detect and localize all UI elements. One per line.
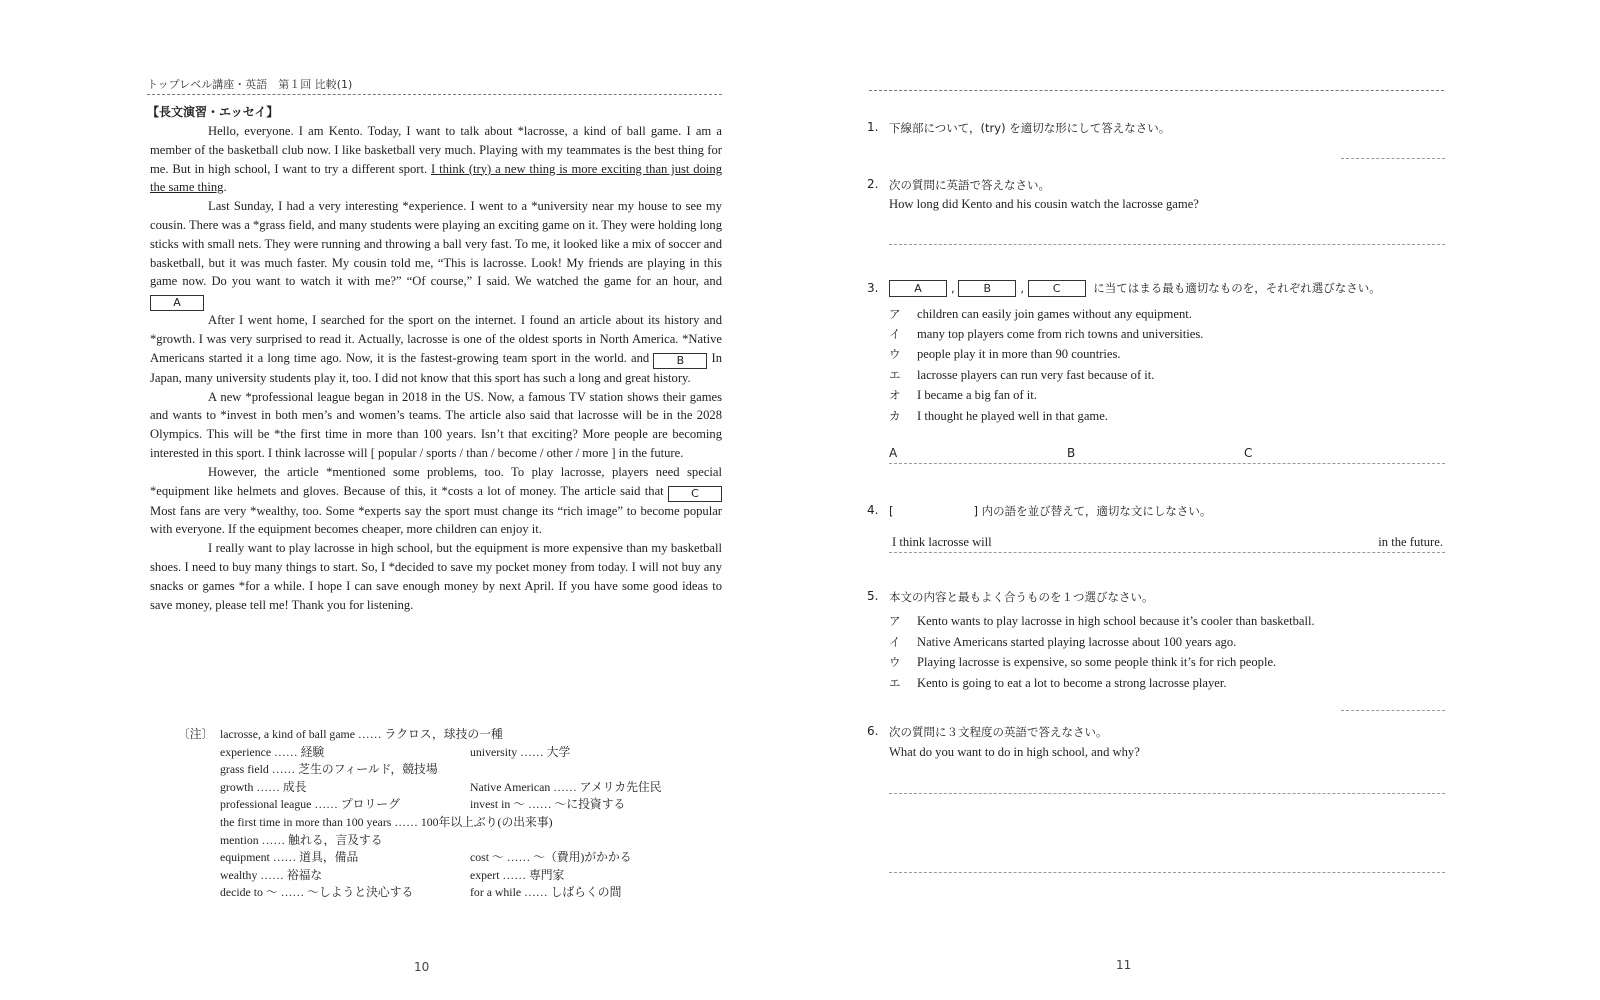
note-row <box>220 814 662 832</box>
choice-item <box>889 306 1192 322</box>
paragraph-text: In Japan, many university students play it, too. I did not know that this sport has such a long and great history. <box>150 350 723 385</box>
instruction-text: に当てはまる最も適切なものを，それぞれ選びなさい。 <box>1093 281 1381 295</box>
page-number: 11 <box>1116 958 1132 972</box>
choice-text: lacrosse players can run very fast because of it. <box>917 368 1155 382</box>
question-text: What do you want to do in high school, and why? <box>889 745 1140 759</box>
choice-mark: ア <box>889 614 901 628</box>
question-number: 4. <box>867 503 879 517</box>
question-instruction: 次の質問に英語で答えなさい。 <box>889 178 1050 192</box>
choice-item <box>889 408 1108 424</box>
page-number: 10 <box>414 960 430 974</box>
question-5 <box>867 589 1445 713</box>
choice-mark: ウ <box>889 347 901 361</box>
question-instruction: 本文の内容と最もよく合うものを１つ選びなさい。 <box>889 590 1154 604</box>
note-entry: wealthy …… 裕福な <box>220 867 323 882</box>
paragraph-text: However, the article *mentioned some problems, too. To play lacrosse, players need special *equipment like helmets and gloves. Because of this, it *costs a lot of money. The article said that <box>150 464 722 498</box>
choice-mark: エ <box>889 368 901 382</box>
note-row <box>220 867 662 885</box>
note-entry: decide to ～ …… ～しようと決心する <box>220 885 414 900</box>
choice-mark: オ <box>889 388 901 402</box>
answer-line[interactable] <box>889 793 1445 794</box>
note-entry: for a while …… しばらくの間 <box>470 885 622 900</box>
essay-paragraph-6: I really want to play lacrosse in high school, but the equipment is more expensive than my basketball shoes. I need to buy many things to start. So, I *decided to save my pocket money from today. I will not buy any snacks or games *for a while. I hope I can save enough money by next April. If you have some good ideas to save money, please tell me! Thank you for listening. <box>150 541 722 612</box>
choice-text: Playing lacrosse is expensive, so some people think it’s for rich people. <box>917 655 1277 669</box>
note-entry: growth …… 成長 <box>220 779 307 794</box>
choice-mark: ウ <box>889 655 901 669</box>
choice-item <box>889 367 1154 383</box>
bracket-open: [ <box>889 504 894 518</box>
blank-box-b: B <box>958 280 1016 297</box>
question-number: 1. <box>867 120 879 134</box>
right-page <box>800 0 1600 1000</box>
choice-item <box>889 654 1276 670</box>
note-entry: experience …… 経験 <box>220 744 325 759</box>
choice-mark: エ <box>889 676 901 690</box>
blank-box-a: A <box>150 295 204 311</box>
choice-item <box>889 634 1236 650</box>
section-title: 【長文演習・エッセイ】 <box>147 105 279 119</box>
choice-item <box>889 387 1037 403</box>
paragraph-text: After I went home, I searched for the sport on the internet. I found an article about its history and *growth. I was very surprised to read it. Actually, lacrosse is one of the oldest sports in North America. *Native Americans started it a long time ago. Now, it is the fastest-growing team sport in the world. and <box>150 313 722 365</box>
choice-text: people play it in more than 90 countries. <box>917 347 1121 361</box>
choice-mark: ア <box>889 307 901 321</box>
blank-box-a: A <box>889 280 947 297</box>
paragraph-text: Hello, everyone. I am Kento. Today, I want to talk about *lacrosse, a kind of ball game. I am a member of the basketball club now. I like basketball very much. Playing with my teammates is the best thing for me. But in high school, I want to try a different sport. <box>150 124 722 176</box>
choice-text: Kento is going to eat a lot to become a strong lacrosse player. <box>917 676 1227 690</box>
essay-paragraph-4: A new *professional league began in 2018 in the US. Now, a famous TV station shows their games and wants to *invest in both men’s and women’s teams. The article also said that lacrosse will be in the 2028 Olympics. This will be *the first time in more than 100 years. Isn’t that exciting? More people are becoming interested in this sport. I think lacrosse will [ popular / sports / than / become / other / more ] in the future. <box>150 389 722 460</box>
choice-text: I became a big fan of it. <box>917 388 1037 402</box>
choice-text: Kento wants to play lacrosse in high school because it’s cooler than basketball. <box>917 614 1315 628</box>
answer-line[interactable] <box>889 244 1445 245</box>
separator: , <box>1020 281 1024 295</box>
question-number: 2. <box>867 177 879 191</box>
note-row <box>220 796 662 814</box>
answer-line[interactable] <box>889 872 1445 873</box>
essay-text <box>150 122 722 614</box>
vocabulary-notes <box>178 726 662 902</box>
answer-label-b: B <box>1067 446 1076 460</box>
note-row <box>220 726 662 744</box>
choice-mark: イ <box>889 327 901 341</box>
choice-text: Native Americans started playing lacrosse about 100 years ago. <box>917 635 1237 649</box>
essay-paragraph-1 <box>150 122 722 197</box>
question-text: How long did Kento and his cousin watch the lacrosse game? <box>889 197 1199 211</box>
answer-label-c: C <box>1244 446 1253 460</box>
essay-paragraph-5 <box>150 463 722 539</box>
paragraph-text: Most fans are very *wealthy, too. Some *experts say the sport must change its “rich image” to become popular with everyone. If the equipment becomes cheaper, more children can enjoy it. <box>150 503 722 537</box>
paragraph-text: Last Sunday, I had a very interesting *experience. I went to a *university near my house to see my cousin. There was a *grass field, and many students were playing an exciting game on it. They were holding long sticks with small nets. They were running and throwing a ball very fast. To me, it looked like a mix of soccer and basketball, but it was much faster. My cousin told me, “This is lacrosse. Look! My friends are playing in this game now. Do you want to watch it with me?” “Of course,” I said. We watched the game for an hour, and <box>150 199 722 289</box>
note-row <box>220 884 662 902</box>
header-rule <box>869 90 1444 91</box>
question-3 <box>867 281 1445 467</box>
note-row <box>220 761 662 779</box>
note-entry: lacrosse, a kind of ball game …… ラクロス，球技の一種 <box>220 727 503 741</box>
choice-text: children can easily join games without any equipment. <box>917 307 1192 321</box>
answer-line[interactable] <box>1341 158 1445 159</box>
underlined-sentence: I think (try) a new thing is more exciting than just doing the same thing <box>150 161 722 195</box>
choice-mark: カ <box>889 409 901 423</box>
essay-paragraph-3 <box>150 311 722 387</box>
answer-line[interactable] <box>889 552 1445 553</box>
notes-table <box>220 726 662 902</box>
sentence-end: in the future. <box>1378 535 1443 549</box>
blank-box-c: C <box>668 486 722 502</box>
note-row <box>220 832 662 850</box>
answer-label-a: A <box>889 446 898 460</box>
choice-item <box>889 346 1121 362</box>
question-6 <box>867 724 1445 874</box>
note-entry: cost ～ …… ～（費用)がかかる <box>470 850 632 865</box>
note-entry: expert …… 専門家 <box>470 867 565 882</box>
bracket-close: ] <box>973 504 978 518</box>
question-instruction: 下線部について，(try) を適切な形にして答えなさい。 <box>889 121 1171 135</box>
choice-item <box>889 613 1315 629</box>
question-instruction <box>889 280 1381 297</box>
question-number: 6. <box>867 724 879 738</box>
question-2 <box>867 177 1445 247</box>
essay-paragraph-2 <box>150 197 722 311</box>
choice-text: many top players come from rich towns and universities. <box>917 327 1204 341</box>
note-entry: university …… 大学 <box>470 744 571 759</box>
question-4 <box>867 503 1445 553</box>
answer-line[interactable] <box>889 463 1445 464</box>
instruction-text: 内の語を並び替えて，適切な文にしなさい。 <box>981 504 1212 518</box>
note-row <box>220 744 662 762</box>
blank-box-c: C <box>1028 280 1086 297</box>
note-entry: professional league …… プロリーグ <box>220 797 400 812</box>
separator: , <box>951 281 955 295</box>
question-number: 5. <box>867 589 879 603</box>
paragraph-text: . <box>223 180 227 195</box>
note-entry: the first time in more than 100 years …… 100年以上ぶり(の出来事) <box>220 814 553 829</box>
note-entry: mention …… 触れる，言及する <box>220 832 383 847</box>
note-entry: Native American …… アメリカ先住民 <box>470 779 662 794</box>
note-entry: invest in ～ …… ～に投資する <box>470 797 626 812</box>
page-header: トップレベル講座・英語 第１回 比較(1) <box>147 76 722 95</box>
note-entry: equipment …… 道具，備品 <box>220 850 359 865</box>
note-row <box>220 779 662 797</box>
blank-box-b: B <box>653 353 707 369</box>
choice-text: I thought he played well in that game. <box>917 409 1108 423</box>
question-instruction: 次の質問に３文程度の英語で答えなさい。 <box>889 725 1108 739</box>
choice-item <box>889 326 1203 342</box>
sentence-start: I think lacrosse will <box>892 535 992 549</box>
question-number: 3. <box>867 281 879 295</box>
note-row <box>220 849 662 867</box>
question-instruction <box>889 503 1211 519</box>
question-1 <box>867 120 1445 162</box>
note-entry: grass field …… 芝生のフィールド，競技場 <box>220 762 438 777</box>
answer-line[interactable] <box>1341 710 1445 711</box>
choice-item <box>889 675 1227 691</box>
notes-label: 〔注〕 <box>178 727 214 741</box>
choice-mark: イ <box>889 635 901 649</box>
